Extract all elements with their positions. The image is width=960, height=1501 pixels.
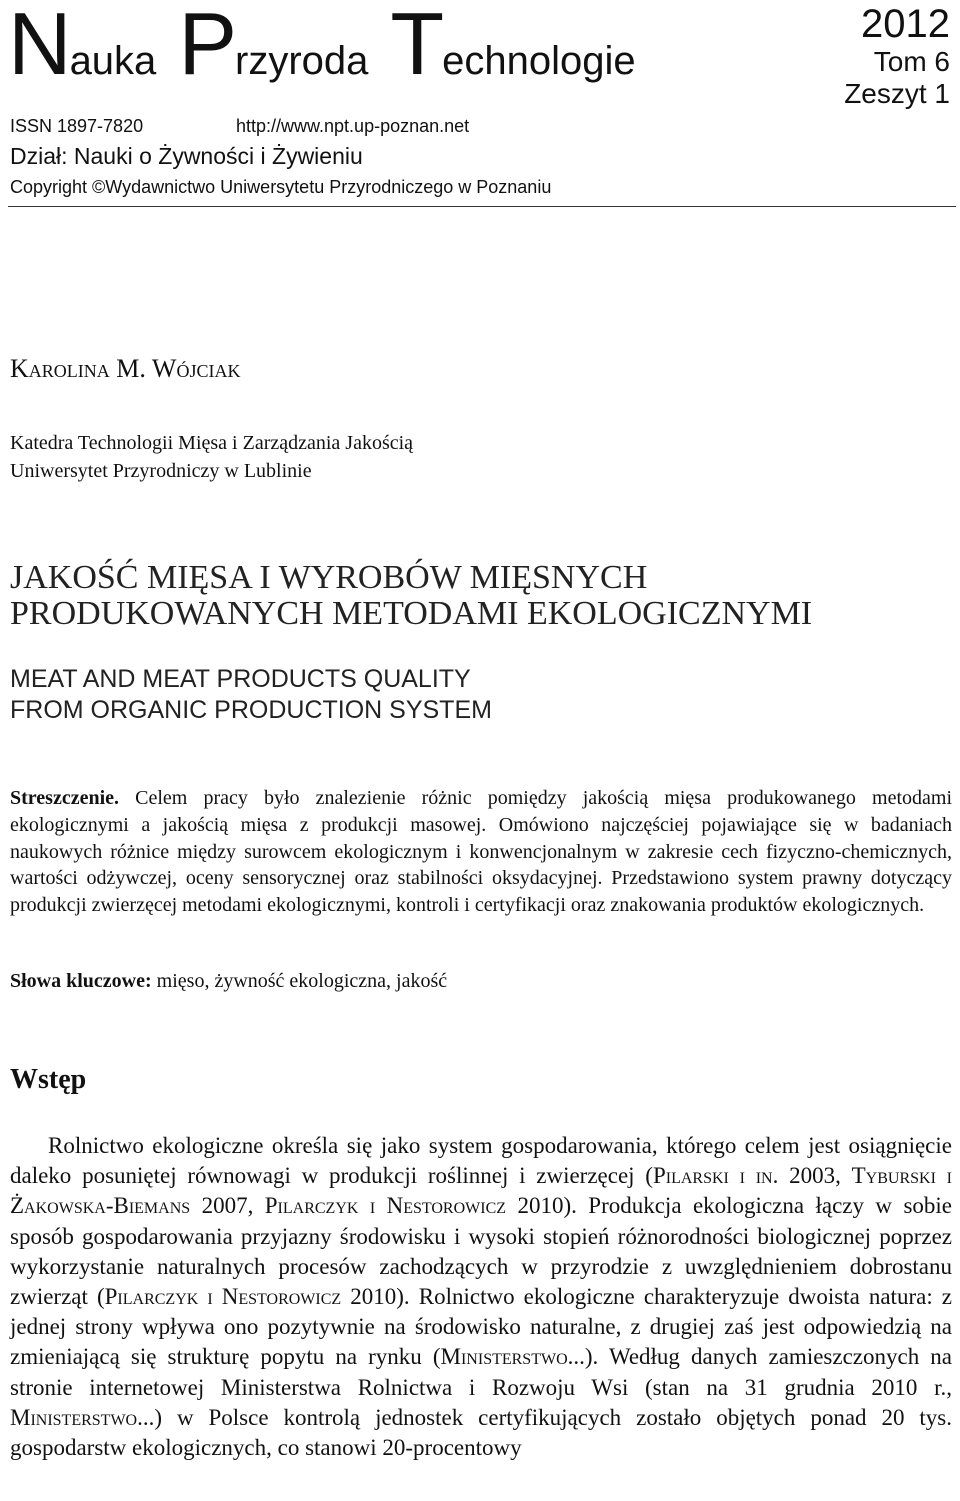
citation: Pilarczyk i Nestorowicz [104,1284,342,1310]
journal-title-initial-2: P [178,0,236,93]
abstract-text: Celem pracy było znalezienie różnic pomiędzy jakością mięsa produkowanego metodami ekologicznymi a jakością mięsa z produkcji masowej. Omówiono najczęściej pojawiające się w badaniach naukowych różnice między surowcem ekologicznym i konwencjonalnym w zakresie cech fizyczno-chemicznych, wartości odżywczej, oceny sensorycznej oraz stabilności oksydacyjnej. Przedstawiono system prawny dotyczący produkcji zwierzęcej metodami ekologicznymi, kontroli i certyfikacji oraz znakowania produktów ekologicznych. [10,787,953,917]
title-english-line-2: FROM ORGANIC PRODUCTION SYSTEM [10,696,492,724]
journal-title-initial-3: T [390,0,443,93]
citation: Ministerstwo... [440,1344,585,1370]
title-polish-line-1: JAKOŚĆ MIĘSA I WYROBÓW MIĘSNYCH [10,559,648,596]
journal-title [8,0,658,93]
title-english-line-1: MEAT AND MEAT PRODUCTS QUALITY [10,665,471,693]
keywords [10,970,447,993]
body-text-segment: Rolnictwo ekologiczne określa się jako system gospodarowania, którego celem jest osiągnięcie daleko posuniętej równowagi w produkcji roślinnej i zwierzęcej ( [10,1133,952,1189]
author-affiliation-department: Katedra Technologii Mięsa i Zarządzania Jakością [10,432,414,454]
journal-title-word-2: rzyroda [235,39,369,83]
issue-info [844,2,950,110]
citation: Ministerstwo... [10,1404,155,1430]
abstract [10,785,952,919]
citation: Pilarski i in. [652,1163,779,1189]
volume: Tom 6 [873,46,950,77]
keywords-text: mięso, żywność ekologiczna, jakość [156,970,448,992]
issn: ISSN 1897-7820 [10,116,144,136]
body-text-segment: 2003, [778,1163,852,1189]
copyright: Copyright ©Wydawnictwo Uniwersytetu Przyrodniczego w Poznaniu [10,177,552,197]
section-heading: Wstęp [10,1064,87,1095]
keywords-label: Słowa kluczowe: [10,970,152,992]
author-affiliation-university: Uniwersytet Przyrodniczy w Lublinie [10,460,312,482]
body-text-segment: ). Według danych zamieszczonych na stronie internetowej Ministerstwa Rolnictwa i Rozwoju Wsi (stan na 31 grudnia 2010 r., [10,1344,952,1400]
title-polish [10,560,812,632]
body-text-segment: 2010). Rolnictwo ekologiczne charakteryzuje dwoista natura: z jednej strony wpływa ono pozytywnie na środowisko naturalne, z drugiej zaś jest odpowiedzią na zmieniającą się strukturę popytu na rynku ( [10,1284,952,1370]
body-text-segment: ) w Polsce kontrolą jednostek certyfikujących zostało objętych ponad 20 tys. gospodarstw ekologicznych, co stanowi 20-procentowy [10,1404,952,1461]
body-paragraph [10,1131,952,1463]
department: Dział: Nauki o Żywności i Żywieniu [10,143,363,169]
citation: Pilarczyk i Nestorowicz [264,1193,507,1219]
body-text-segment: 2010). Produkcja ekologiczna łączy w sobie sposób gospodarowania przyjazny środowisku i wysoki stopień różnorodności biologicznej poprzez wykorzystanie naturalnych procesów zachodzących w przyrodzie z uwzględnieniem dobrostanu zwierząt ( [10,1193,952,1310]
title-english [10,664,492,726]
issue-number: Zeszyt 1 [844,78,950,110]
author-name: Karolina M. Wójciak [10,354,241,383]
citation: Tyburski i Żakowska-Biemans [10,1163,952,1219]
journal-title-initial-1: N [8,0,70,93]
publication-year: 2012 [861,2,950,46]
journal-title-word-1: auka [69,39,157,83]
abstract-label: Streszczenie. [10,787,120,809]
body-text-segment: 2007, [190,1193,265,1219]
title-polish-line-2: PRODUKOWANYCH METODAMI EKOLOGICZNYMI [10,595,813,632]
journal-title-word-3: echnologie [442,39,636,83]
journal-url[interactable]: http://www.npt.up-poznan.net [236,116,470,136]
header-divider [8,206,956,207]
